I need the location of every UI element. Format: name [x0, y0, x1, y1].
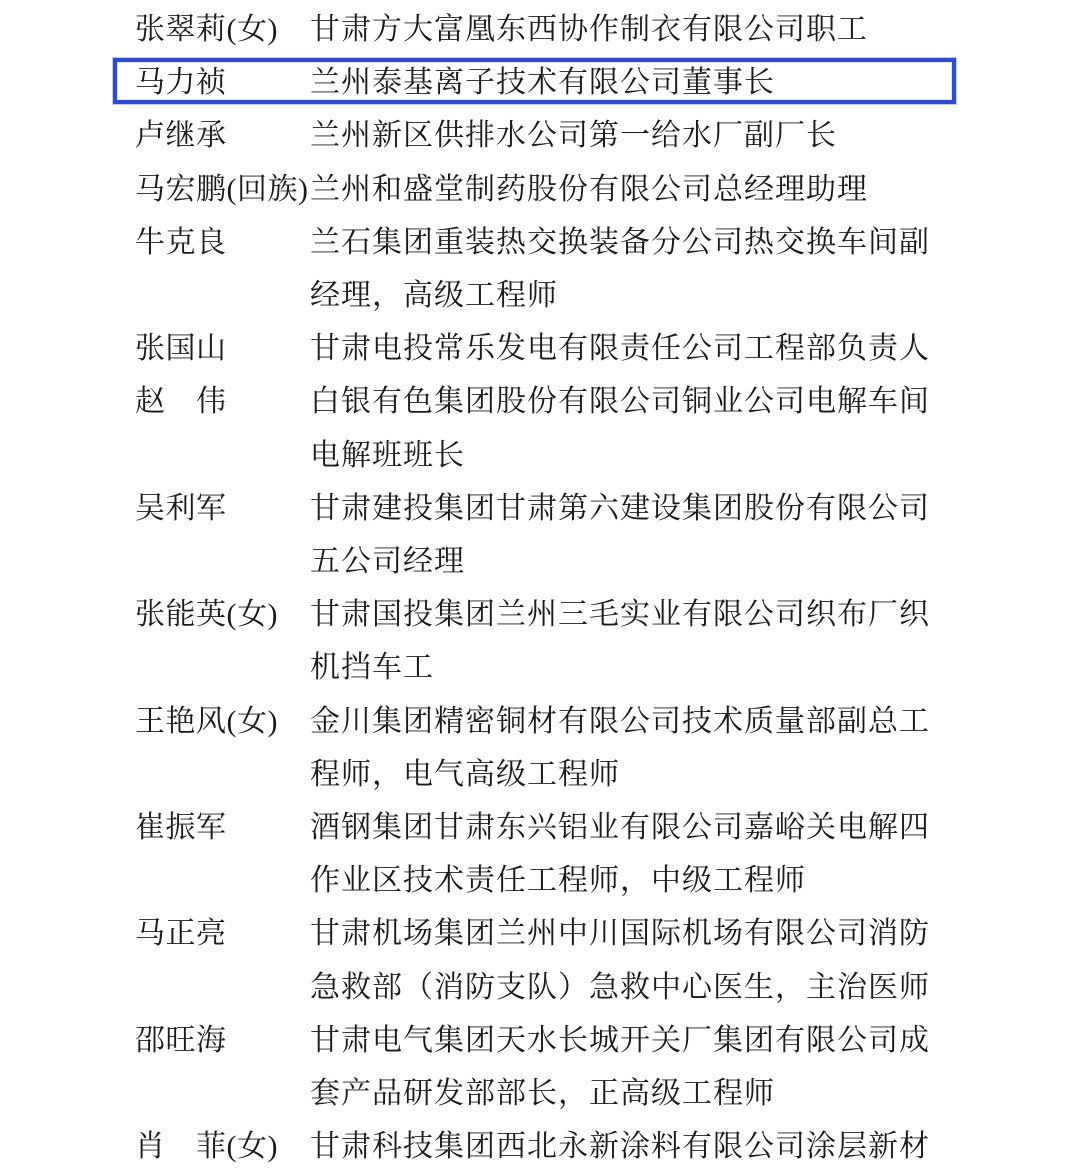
- person-title: 兰州和盛堂制药股份有限公司总经理助理: [310, 172, 868, 206]
- person-name: 王艳风(女): [135, 704, 278, 738]
- person-name: 吴利军: [135, 491, 227, 525]
- person-title: 兰州新区供排水公司第一给水厂副厂长: [310, 119, 837, 153]
- person-title: 甘肃国投集团兰州三毛实业有限公司织布厂织机挡车工: [310, 598, 930, 685]
- person-title: 甘肃科技集团西北永新涂料有限公司涂层新材: [310, 1130, 930, 1164]
- person-name: 张国山: [135, 332, 227, 366]
- person-name: 马力祯: [135, 66, 227, 100]
- person-name: 马正亮: [135, 917, 227, 951]
- list-entry: [135, 216, 950, 322]
- list-entry: [135, 907, 950, 1013]
- person-title: 兰州泰基离子技术有限公司董事长: [310, 66, 775, 100]
- list-entry: [135, 322, 950, 375]
- list-entry: [135, 3, 950, 56]
- list-entry: [135, 375, 950, 481]
- list-entry: [135, 482, 950, 588]
- person-title: 甘肃电气集团天水长城开关厂集团有限公司成套产品研发部部长，正高级工程师: [310, 1023, 930, 1111]
- honor-roll-list: [135, 3, 950, 1173]
- person-title: 白银有色集团股份有限公司铜业公司电解车间电解班班长: [310, 385, 930, 472]
- person-name: 张翠莉(女): [135, 13, 278, 46]
- list-entry: [135, 588, 950, 694]
- list-entry: [135, 695, 950, 801]
- person-title: 甘肃机场集团兰州中川国际机场有限公司消防急救部（消防支队）急救中心医生，主治医师: [310, 917, 930, 1004]
- person-title: 甘肃电投常乐发电有限责任公司工程部负责人: [310, 332, 930, 366]
- person-name: 赵 伟: [135, 385, 227, 419]
- person-name: 卢继承: [135, 119, 227, 153]
- person-name: 崔振军: [135, 811, 227, 845]
- person-title: 金川集团精密铜材有限公司技术质量部副总工程师，电气高级工程师: [310, 704, 930, 791]
- person-title: 甘肃方大富凰东西协作制衣有限公司职工: [310, 13, 868, 46]
- person-title: 甘肃建投集团甘肃第六建设集团股份有限公司五公司经理: [310, 491, 930, 579]
- list-entry: [135, 163, 950, 216]
- person-name: 邵旺海: [135, 1023, 227, 1057]
- list-entry: [135, 1014, 950, 1120]
- person-name: 肖 菲(女): [135, 1130, 278, 1164]
- list-entry: [135, 1120, 950, 1173]
- list-entry: [135, 56, 950, 109]
- list-entry: [135, 109, 950, 162]
- person-name: 牛克良: [135, 225, 227, 259]
- person-title: 酒钢集团甘肃东兴铝业有限公司嘉峪关电解四作业区技术责任工程师，中级工程师: [310, 811, 930, 898]
- person-name: 张能英(女): [135, 598, 278, 632]
- list-entry: [135, 801, 950, 907]
- person-title: 兰石集团重装热交换装备分公司热交换车间副经理，高级工程师: [310, 225, 930, 313]
- person-name: 马宏鹏(回族): [135, 172, 309, 206]
